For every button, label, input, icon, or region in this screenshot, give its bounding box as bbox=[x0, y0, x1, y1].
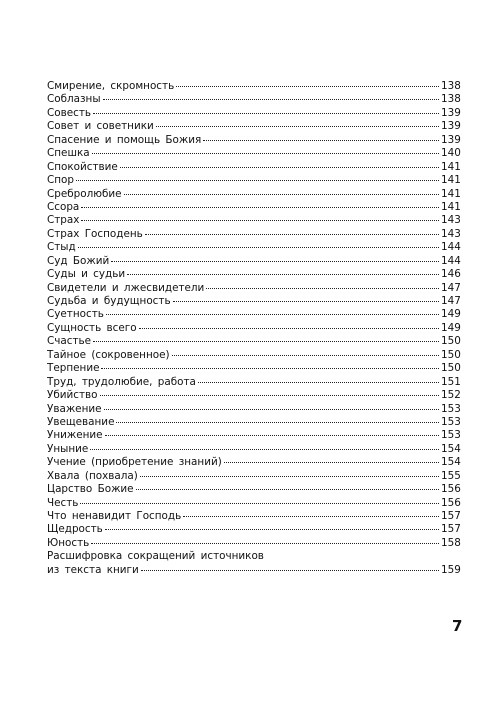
dot-leader bbox=[127, 274, 439, 275]
toc-entry-page: 144 bbox=[441, 241, 461, 254]
toc-entry bbox=[47, 93, 459, 106]
page-number: 7 bbox=[452, 617, 463, 635]
dot-leader bbox=[103, 99, 439, 100]
toc-entry bbox=[47, 107, 459, 120]
toc-entry-page: 156 bbox=[441, 496, 461, 509]
toc-entry-title: Суды и судьи bbox=[47, 268, 126, 281]
toc-entry-title: Страх Господень bbox=[47, 227, 143, 240]
toc-entry-title: Ссора bbox=[47, 200, 80, 213]
toc-entry bbox=[47, 268, 459, 281]
toc-entry-title: Спешка bbox=[47, 147, 90, 160]
toc-entry bbox=[47, 389, 459, 402]
toc-entry-title: Щедрость bbox=[47, 523, 103, 536]
dot-leader bbox=[206, 288, 439, 289]
toc-entry-title: Счастье bbox=[47, 335, 92, 348]
toc-entry-page: 154 bbox=[441, 456, 461, 469]
toc-entry bbox=[47, 376, 459, 389]
toc-entry-page: 153 bbox=[441, 429, 461, 442]
toc-entries bbox=[47, 80, 459, 550]
toc-entry-page: 158 bbox=[441, 536, 461, 549]
dot-leader bbox=[80, 503, 439, 504]
toc-entry-title: Царство Божие bbox=[47, 483, 134, 496]
toc-entry-title: Смирение, скромность bbox=[47, 80, 175, 92]
toc-entry-title: Совесть bbox=[47, 106, 92, 119]
toc-entry-page: 141 bbox=[441, 160, 461, 173]
dot-leader bbox=[176, 86, 439, 87]
dot-leader bbox=[136, 489, 439, 490]
toc-entry-title: Суетность bbox=[47, 308, 104, 321]
toc-entry-title: Учение (приобретение знаний) bbox=[47, 456, 222, 469]
toc-entry bbox=[47, 308, 459, 321]
toc-entry bbox=[47, 429, 459, 442]
toc-entry-last-line2 bbox=[47, 564, 459, 577]
toc-entry-page: 156 bbox=[441, 483, 461, 496]
dot-leader bbox=[78, 247, 439, 248]
toc-entry-page: 138 bbox=[441, 80, 461, 92]
toc-entry-title: Страх bbox=[47, 214, 80, 227]
toc-entry-page: 141 bbox=[441, 174, 461, 187]
dot-leader bbox=[224, 462, 439, 463]
dot-leader bbox=[120, 167, 439, 168]
dot-leader bbox=[183, 516, 439, 517]
dot-leader bbox=[203, 140, 439, 141]
toc-entry-title: Стыд bbox=[47, 241, 76, 254]
dot-leader bbox=[90, 449, 439, 450]
toc-entry-title: Юность bbox=[47, 536, 90, 549]
toc-entry-title: Унижение bbox=[47, 429, 103, 442]
toc-entry-title: Уныние bbox=[47, 442, 89, 455]
toc-entry-last-line1 bbox=[47, 550, 459, 563]
toc-entry-title: Спокойствие bbox=[47, 160, 118, 173]
toc-entry bbox=[47, 416, 459, 429]
dot-leader bbox=[93, 341, 439, 342]
toc-entry-title: Суд Божий bbox=[47, 254, 110, 267]
toc-entry bbox=[47, 241, 459, 254]
toc-entry-title: из текста книги bbox=[47, 563, 139, 576]
toc-entry bbox=[47, 174, 459, 187]
toc-entry-title: Соблазны bbox=[47, 93, 101, 106]
toc-entry-page: 150 bbox=[441, 335, 461, 348]
toc-entry-page: 153 bbox=[441, 402, 461, 415]
toc-entry-page: 140 bbox=[441, 147, 461, 160]
dot-leader bbox=[111, 261, 439, 262]
toc-entry-title: Хвала (похвала) bbox=[47, 469, 138, 482]
toc-entry bbox=[47, 349, 459, 362]
toc-entry-page: 150 bbox=[441, 362, 461, 375]
toc-entry-page: 139 bbox=[441, 106, 461, 119]
toc-entry-title: Честь bbox=[47, 496, 79, 509]
toc-entry bbox=[47, 470, 459, 483]
dot-leader bbox=[141, 570, 439, 571]
toc-entry bbox=[47, 134, 459, 147]
dot-leader bbox=[81, 207, 439, 208]
dot-leader bbox=[156, 126, 439, 127]
toc-entry bbox=[47, 201, 459, 214]
toc-entry-title: Спор bbox=[47, 174, 75, 187]
dot-leader bbox=[172, 355, 439, 356]
dot-leader bbox=[91, 543, 439, 544]
toc-entry-title: Судьба и будущность bbox=[47, 295, 171, 307]
toc-entry-page: 146 bbox=[441, 268, 461, 281]
toc-entry-page: 144 bbox=[441, 254, 461, 267]
toc-entry bbox=[47, 282, 459, 295]
toc-entry bbox=[47, 537, 459, 550]
toc-entry-title: Свидетели и лжесвидетели bbox=[47, 281, 205, 294]
toc-entry-page: 141 bbox=[441, 187, 461, 200]
toc-entry bbox=[47, 120, 459, 133]
toc-entry-title: Терпение bbox=[47, 362, 100, 375]
toc-entry bbox=[47, 456, 459, 469]
toc-entry-title: Увещевание bbox=[47, 415, 115, 428]
toc-entry-page: 154 bbox=[441, 442, 461, 455]
toc-entry bbox=[47, 161, 459, 174]
toc-entry bbox=[47, 214, 459, 227]
toc-entry-page: 139 bbox=[441, 120, 461, 133]
toc-entry-page: 157 bbox=[441, 510, 461, 522]
toc-entry-page: 147 bbox=[441, 295, 461, 307]
toc-entry-page: 153 bbox=[441, 415, 461, 428]
toc-entry bbox=[47, 188, 459, 201]
toc-entry-title: Расшифровка сокращений источников bbox=[47, 550, 264, 563]
toc-entry-page: 157 bbox=[441, 523, 461, 536]
dot-leader bbox=[92, 153, 439, 154]
toc-entry-title: Убийство bbox=[47, 389, 98, 402]
dot-leader bbox=[145, 234, 439, 235]
dot-leader bbox=[173, 301, 439, 302]
toc-entry bbox=[47, 80, 459, 93]
dot-leader bbox=[105, 435, 439, 436]
toc-entry-page: 138 bbox=[441, 93, 461, 106]
toc-entry bbox=[47, 362, 459, 375]
dot-leader bbox=[93, 113, 439, 114]
dot-leader bbox=[106, 314, 439, 315]
toc-entry bbox=[47, 228, 459, 241]
toc-entry bbox=[47, 295, 459, 308]
dot-leader bbox=[140, 476, 439, 477]
toc-entry-title: Сребролюбие bbox=[47, 187, 122, 200]
table-of-contents bbox=[47, 80, 459, 577]
toc-entry-title: Совет и советники bbox=[47, 120, 154, 133]
toc-entry-page: 143 bbox=[441, 227, 461, 240]
toc-entry bbox=[47, 255, 459, 268]
toc-entry-page: 143 bbox=[441, 214, 461, 227]
toc-entry-page: 155 bbox=[441, 469, 461, 482]
toc-entry-title: Уважение bbox=[47, 402, 102, 415]
toc-entry bbox=[47, 322, 459, 335]
toc-entry-title: Труд, трудолюбие, работа bbox=[47, 375, 196, 388]
toc-entry bbox=[47, 335, 459, 348]
toc-entry bbox=[47, 510, 459, 523]
toc-entry-page: 151 bbox=[441, 375, 461, 388]
dot-leader bbox=[76, 180, 439, 181]
toc-entry bbox=[47, 147, 459, 160]
dot-leader bbox=[124, 194, 439, 195]
toc-entry-page: 150 bbox=[441, 348, 461, 361]
toc-entry-page: 159 bbox=[441, 563, 461, 576]
toc-entry bbox=[47, 403, 459, 416]
toc-entry bbox=[47, 443, 459, 456]
dot-leader bbox=[104, 409, 439, 410]
toc-entry-title: Сущность всего bbox=[47, 321, 137, 334]
toc-entry-page: 149 bbox=[441, 321, 461, 334]
toc-entry bbox=[47, 497, 459, 510]
toc-entry-title: Спасение и помощь Божия bbox=[47, 133, 202, 146]
toc-entry-title: Тайное (сокровенное) bbox=[47, 348, 170, 361]
toc-entry bbox=[47, 523, 459, 536]
dot-leader bbox=[100, 395, 440, 396]
dot-leader bbox=[101, 368, 439, 369]
toc-entry-title: Что ненавидит Господь bbox=[47, 510, 182, 522]
dot-leader bbox=[116, 422, 439, 423]
dot-leader bbox=[81, 220, 439, 221]
toc-entry-page: 147 bbox=[441, 281, 461, 294]
dot-leader bbox=[198, 382, 439, 383]
toc-entry-page: 139 bbox=[441, 133, 461, 146]
dot-leader bbox=[105, 529, 439, 530]
toc-entry-page: 141 bbox=[441, 200, 461, 213]
toc-entry-page: 149 bbox=[441, 308, 461, 321]
toc-entry bbox=[47, 483, 459, 496]
toc-entry-page: 152 bbox=[441, 389, 461, 402]
dot-leader bbox=[139, 328, 439, 329]
